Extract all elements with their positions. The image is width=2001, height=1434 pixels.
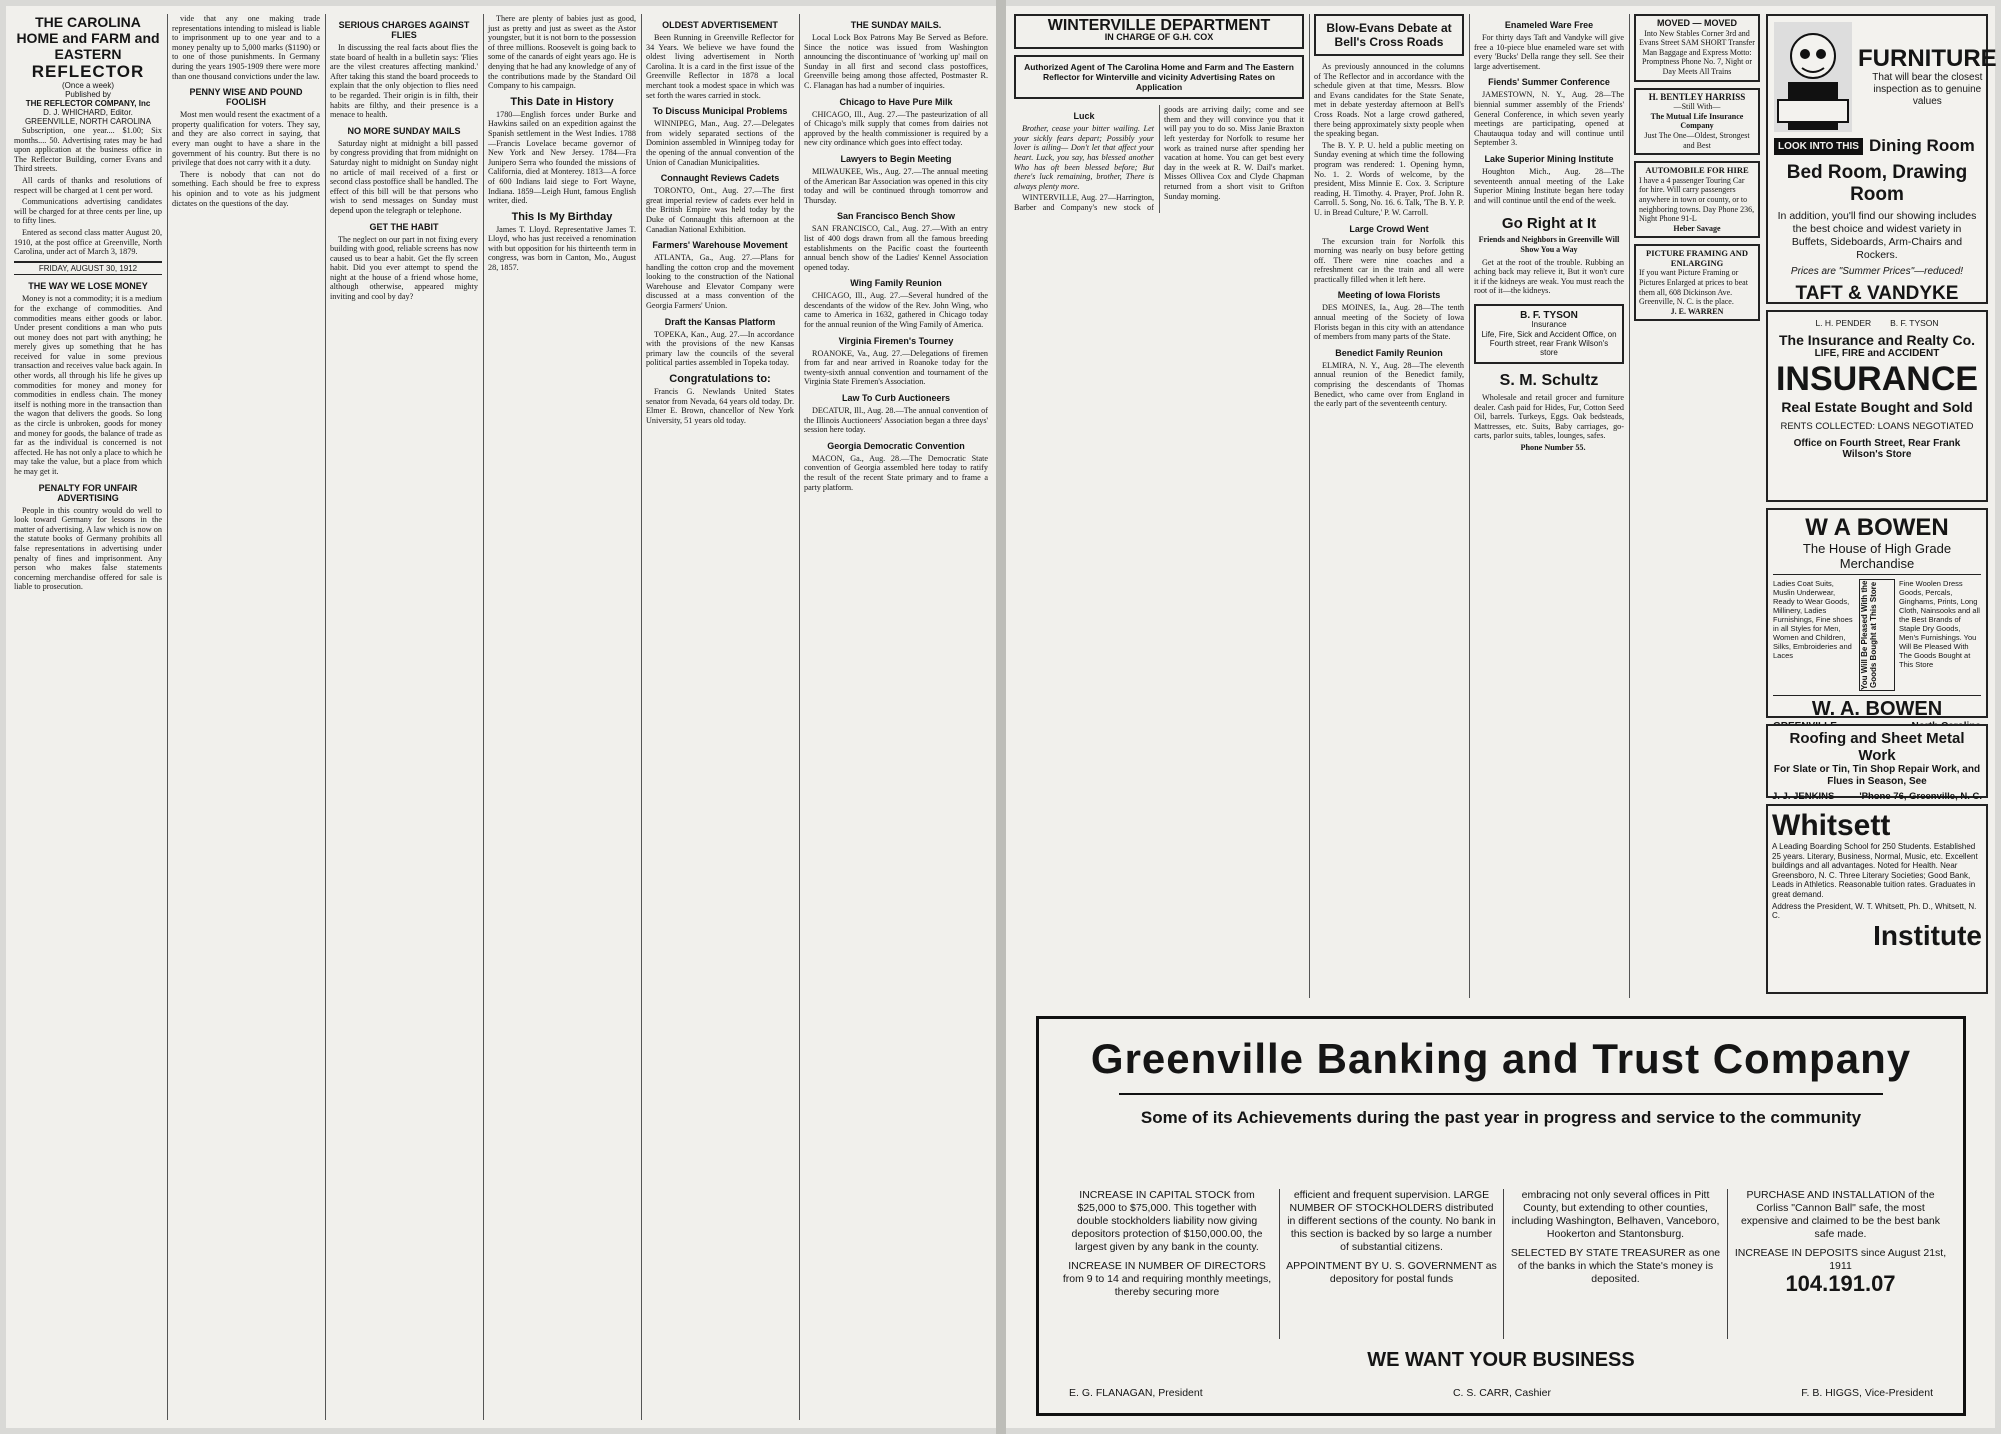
article-body: In discussing the real facts about flies the state board of health in a bulletin says: 'Flies are the vilest creatures affecting mankind.' After taking this stand the board proceeds to explain that the only objection to flies need to be regarded. Their origin is in filth, their habits are filthy, and their presence is a menace to health. [330,43,478,120]
bowen-left-list: Ladies Coat Suits, Muslin Underwear, Ready to Wear Goods, Millinery, Ladies Furnishings, Fine shoes in all Styles for Men, Women and Children, Silks, Embroideries and Laces [1773,579,1853,660]
picture-name: J. E. WARREN [1670,306,1724,316]
article-headline: Lake Superior Mining Institute [1484,153,1614,164]
go-right-at-it-sub: Friends and Neighbors in Greenville Will Show You a Way [1478,235,1620,254]
bank-column-2 [1279,1189,1503,1339]
article-headline: Benedict Family Reunion [1335,347,1443,358]
article-headline: Wing Family Reunion [850,278,942,289]
column-rule [483,14,484,1420]
article-body: Houghton Mich., Aug. 28—The seventeenth annual meeting of the Lake Superior Mining Institute began here today and will continue until the end of the week. [1474,166,1624,205]
bank-state-treasurer: SELECTED BY STATE TREASURER as one of the banks in which the State's money is deposited. [1510,1247,1721,1285]
bowen-right-list: Fine Woolen Dress Goods, Percals, Ginghams, Prints, Long Cloth, Nainsooks and all the Best Brands of Staple Dry Goods, Men's Furnishings. You Will Be Pleased With The Goods Bought at This Store [1899,579,1980,669]
article-body: SAN FRANCISCO, Cal., Aug. 27.—With an entry list of 400 dogs drawn from all the famous breeding establishments on the Pacific coast the fourteenth annual bench show of the Ladies' Kennel Association opened today. [804,224,988,272]
communications-note: Communications advertising candidates will be charged for at three cents per line, up to fifty lines. [14,197,162,226]
bank-officers [1069,1387,1933,1399]
article-headline: San Francisco Bench Show [836,211,956,222]
article-body: Local Lock Box Patrons May Be Served as Before. Since the notice was issued from Washington announcing the discontinuance of 'working up' mail on Sunday in all first and second class postoffices, Greenville being among those affected, Postmaster R. C. Flanagan has had a number of inquiries. [804,33,988,90]
dining-room-label: Dining Room [1868,136,1975,155]
furniture-tagline: That will bear the closest inspection as to genuine values [1872,72,1983,107]
article-headline: Draft the Kansas Platform [664,316,776,327]
roofing-sub: For Slate or Tin, Tin Shop Repair Work, and Flues in Season, See [1773,764,1981,787]
article-body: Money is not a commodity; it is a medium for the exchange of commodities. And commodities means either goods or labor. Under present conditions a man who puts out money does not part with anything; he merely gives up something that he has received for value in some previous transaction and receives value back again. In other words, all through his life he gives up commodities for money and money for commodities in endless chain. The money itself is nothing more in the transaction than the wagon that delivers the goods. So long as the circle is unbroken, goods for money and money for goods, the balance of trade as far as the individual is concerned is not affected. He has not only a place to which he may take the value, but a place from which he may get it. [14,294,162,476]
moved-title: MOVED — MOVED [1656,18,1737,28]
article-headline: Enameled Ware Free [1504,20,1594,30]
picture-title: PICTURE FRAMING AND ENLARGING [1646,248,1748,268]
insurance-rents: RENTS COLLECTED: LOANS NEGOTIATED [1780,421,1974,432]
column-rule [1469,14,1470,998]
auto-name: Heber Savage [1673,223,1721,233]
greenville-bank-ad [1036,1016,1966,1416]
masthead [14,14,162,126]
whitsett-ad [1766,804,1988,994]
article-headline: NO MORE SUNDAY MAILS [347,125,461,136]
article-headline: PENALTY FOR UNFAIR ADVERTISING [38,482,138,503]
column-5 [646,14,794,1420]
picture-body: If you want Picture Framing or Pictures Enlarged at prices to beat them all, 608 Dickinson Ave. Greenville, N. C. is the place. [1639,268,1748,307]
article-body: CHICAGO, Ill., Aug. 27.—Several hundred of the descendants of the widow of the Rev. John Wing, who came to America in 1632, gathered in Chicago today for the annual reunion of the Wing Family of America. [804,291,988,330]
article-body: The neglect on our part in not fixing every building with good, reliable screens has now caused us to bear a habit. Get the fly screen habit. Did you ever attempt to spend the night at the house of a friend whose home, although otherwise, appeared mighty inviting and cool by day? [330,234,478,302]
column-rule [799,14,800,1420]
go-right-at-it-body: Get at the root of the trouble. Rubbing an aching back may relieve it, But it won't cure it if the kidneys are weak. You must reach the root of it—the kidneys. [1474,257,1624,296]
article-body: TOPEKA, Kan., Aug. 27.—In accordance with the provisions of the new Kansas primary law the councils of the several political parties assembled in Topeka today. [646,329,794,368]
bank-columns [1055,1189,1947,1339]
article-body: ROANOKE, Va., Aug. 27.—Delegations of firemen from far and near arrived in Roanoke today for the twenty-sixth annual convention and tournament of the Virginia State Firemen's Association. [804,348,988,387]
schultz-title: S. M. Schultz [1499,372,1599,390]
bank-directors: INCREASE IN NUMBER OF DIRECTORS from 9 to 14 and requiring monthly meetings, thereby securing more [1062,1260,1272,1298]
poem-title: Luck [1073,111,1095,122]
masthead-editor: D. J. WHICHARD, Editor. [43,108,133,117]
harriss-line: —Still With— [1673,102,1721,112]
taft-vandyke: TAFT & VANDYKE [1795,283,1959,304]
article-body: MACON, Ga., Aug. 28.—The Democratic State convention of Georgia assembled here today to ratify the result of the recent State primary and to frame a party platform. [804,453,988,492]
winterville-news: WINTERVILLE, Aug. 27—Harrington, Barber and Company's new stock of goods are arriving daily; come and see them and they will convince you that it will pay you to do so. Miss Janie Braxton left yesterday for Norfolk to resume her work as trained nurse after spending her vacation at home. You can get best every day in the week at R. W. Dail's market. Misses Ollivea Cox and Clyde Chapman returned from a short visit to Grifton Sunday morning. [1014,105,1304,212]
article-body: Been Running in Greenville Reflector for 34 Years. We believe we have found the oldest living advertisement in North Carolina. It is a card in the first issue of the Greenville Reflector in 1878 a local merchant took a modest space in which was set forth the wares carried in stock. [646,33,794,100]
page-gutter [996,0,1006,1434]
bank-president: E. G. FLANAGAN, President [1069,1387,1203,1399]
article-body: There are plenty of babies just as good, just as pretty and just as sweet as the Astor youngster, but it is not born to the possession of three millions. Roosevelt is going back to some of the canards of eight years ago. He is denying that he had any knowledge of any of the contributions made by the Standard Oil Company to his campaign. [488,14,636,91]
left-newspaper-page [6,6,996,1428]
article-body: Saturday night at midnight a bill passed by congress providing that from midnight on Saturday night to midnight on Sunday night no article of mail received of a first or second class postoffice shall be handled. The effect of this bill will be that persons who wish to send messages on Sunday must depend upon the telegraph or telephone. [330,138,478,215]
poem-text: Brother, cease your bitter wailing. Let your sickly fears depart; Possibly your lover is ailing— Don't let that affect your heart. Luck, you say, has blessed another Who has oft been blessed before; But there's luck remaining, brother, There is always plenty more. [1014,124,1154,191]
article-body: 1780—English forces under Burke and Hawkins sailed on an expedition against the Spanish settlement in the West Indies. 1788—Francis Lovelace became governor of New York and New Jersey. 1784—Fra Junipero Serra who founded the missions of California, died at Monterey. 1813—A force of 600 Indians laid siege to Fort Wayne, Indiana. 1859—Leigh Hunt, famous English writer, died. [488,109,636,206]
tyson-line: Insurance [1531,320,1567,330]
article-body: DECATUR, Ill., Aug. 28.—The annual convention of the Illinois Auctioneers' Association began a three days' session here today. [804,406,988,435]
whitsett-body: A Leading Boarding School for 250 Students. Established 25 years. Literary, Business, Normal, Music, etc. Excellent buildings and all advantages. Noted for Health. Near Greensboro, N. C. Three Literary Societies; Good Bank, Leads in Athletics. Reasonable tuition rates. Graduates in great demand. [1772,842,1978,899]
harriss-body: Just The One—Oldest, Strongest and Best [1644,130,1750,150]
article-headline: Fiends' Summer Conference [1488,77,1610,88]
blow-evans-title: Blow-Evans Debate at Bell's Cross Roads [1326,21,1452,49]
article-body: JAMESTOWN, N. Y., Aug. 28—The biennial summer assembly of the Friends' General Conference, in which seven yearly meetings are participating, opened at Chautauqua today and will continue until September 3. [1474,90,1624,148]
issue-dateline: FRIDAY, AUGUST 30, 1912 [14,261,162,276]
bank-title: Greenville Banking and Trust Company [1090,1035,1912,1082]
furniture-mid [1774,136,1980,156]
article-body: The excursion train for Norfolk this morning was nearly on busy before getting off. There were nine coaches and a refreshment car in the train and all were practically filled when it left here. [1314,236,1464,284]
article-body: Most men would resent the exactment of a property qualification for voters. They say, and they are also correct in saying, that every man ought to have a share in the government of his country. But there is no privilege that does not carry with it a duty. [172,110,320,168]
column-6 [804,14,988,1420]
article-headline: Connaught Reviews Cadets [660,173,780,184]
roofing-name: J. J. JENKINS [1772,791,1835,802]
article-body: TORONTO, Ont., Aug. 27.—The first great imperial review of cadets ever held in the British Empire was held today by the Duke of Connaught this afternoon at the Canadian National Exhibition. [646,186,794,234]
article-body: ATLANTA, Ga., Aug. 27.—Plans for handling the cotton crop and the movement looking to the construction of the National Warehouse and Elevator Company were discussed at a mass convention of the Georgia Farmers' Union. [646,253,794,311]
winterville-columns [1014,105,1304,212]
entered-as-second-class: Entered as second class matter August 20, 1910, at the post office at Greenville, North Carolina, under act of March 3, 1879. [14,227,162,257]
auto-body: I have a 4 passenger Touring Car for hire. Will carry passengers anywhere in town or county, or to neighboring towns. Day Phone 236, Night Phone 91-L [1639,175,1755,224]
article-body: There is nobody that can not do something. Each should be free to express his opinion and to vote as his judgment dictates on the questions of the day. [172,169,320,208]
bank-safe: PURCHASE AND INSTALLATION of the Corliss "Cannon Ball" safe, the most expensive and claimed to be the best bank safe made. [1740,1189,1941,1240]
auto-ad [1634,161,1760,238]
article-headline: PENNY WISE AND POUND FOOLISH [189,87,303,108]
want-your-business: WE WANT YOUR BUSINESS [1367,1349,1635,1371]
article-headline: To Discuss Municipal Problems [652,106,788,117]
man-looking-icon [1774,22,1852,132]
bypu-body: The B. Y. P. U. held a public meeting on Sunday evening at which time the following program was rendered: 1. Opening hymn, No. 1. 2. Words of welcome, by the president, Miss Minnie E. Cox. 3. Scripture reading, H. Timothy. 4. Prayer, Prof. John R. Carroll. 5. Song, No. 16. 6. Talk, 'The B. Y. P. U. in Bread Culture,' P. W. Carroll. [1314,140,1464,217]
article-headline: This Date in History [510,95,614,108]
winterville-subtitle: IN CHARGE OF G.H. COX [1104,31,1214,42]
bank-cashier: C. S. CARR, Cashier [1452,1387,1551,1399]
tyson-insurance-ad [1474,304,1624,364]
bank-us-government: APPOINTMENT BY U. S. GOVERNMENT as depository for postal funds [1286,1260,1497,1285]
moved-ad [1634,14,1760,82]
go-right-at-it-title: Go Right at It [1501,215,1597,233]
bowen-ad [1766,508,1988,718]
whitsett-address: Address the President, W. T. Whitsett, Ph. D., Whitsett, N. C. [1772,901,1977,921]
bowen-bottom-name: W. A. BOWEN [1773,695,1981,721]
article-headline: GET THE HABIT [369,221,439,232]
harriss-name: H. BENTLEY HARRISS [1648,91,1746,102]
article-headline: OLDEST ADVERTISEMENT [662,20,778,30]
column-blow-evans [1314,14,1464,998]
winterville-department [1014,14,1304,998]
article-headline: This Is My Birthday [511,210,613,223]
insurance-ad [1766,310,1988,502]
bank-capital-stock: INCREASE IN CAPITAL STOCK from $25,000 to $75,000. This together with double stockholders liability now giving depositors protection of $150,000.00, the largest given by any bank in the county. [1071,1189,1263,1253]
column-2 [172,14,320,1420]
masthead-publisher: THE REFLECTOR COMPANY, Inc [25,99,151,108]
winterville-authorized-note: Authorized Agent of The Carolina Home and Farm and The Eastern Reflector for Winterville and vicinity Advertising Rates on Application [1014,55,1304,99]
bowen-columns [1773,579,1981,691]
article-body: Francis G. Newlands United States senator from Nevada, 64 years old today. Dr. Elmer E. Brown, chancellor of New York University, 51 years old today. [646,387,794,425]
bank-column-4 [1727,1189,1953,1339]
article-headline: Chicago to Have Pure Milk [839,96,953,107]
insurance-real-estate: Real Estate Bought and Sold [1781,399,1973,415]
furniture-prices: Prices are "Summer Prices"—reduced! [1790,266,1964,277]
blow-evans-box [1314,14,1464,56]
column-4 [488,14,636,1420]
bank-column-1 [1055,1189,1279,1339]
article-body: WINNIPEG, Man., Aug. 27.—Delegates from widely separated sections of the Dominion assembled in Winnipeg today for the opening of the annual convention of the Union of Canadian Municipalities. [646,119,794,167]
furniture-title: FURNITURE [1858,45,1997,72]
furniture-ad [1766,14,1997,304]
column-rule [641,14,642,1420]
masthead-frequency: (Once a week) [61,81,115,90]
insurance-lines: LIFE, FIRE and ACCIDENT [1814,348,1940,359]
roofing-title: Roofing and Sheet Metal Work [1789,730,1965,764]
picture-framing-ad [1634,244,1760,321]
harriss-ad [1634,88,1760,156]
bowen-mid-banner: You Will Be Pleased With the Goods Bought at This Store [1859,579,1895,691]
masthead-location: GREENVILLE, NORTH CAROLINA [24,117,152,126]
insurance-firm: The Insurance and Realty Co. [1778,332,1976,348]
moved-body: Into New Stables Corner 3rd and Evans Street SAM SHORT Transfer Man Baggage and Express Motto: Promptness Phone No. 7, Night or Day Meets All Trains [1639,28,1755,76]
schultz-phone: Phone Number 55. [1520,443,1586,453]
article-headline: Law To Curb Auctioneers [841,393,950,404]
look-into-this-label: LOOK INTO THIS [1774,138,1863,155]
article-body: DES MOINES, Ia., Aug. 28—The tenth annual meeting of the Society of Iowa Florists began in this city with an attendance of members from many parts of the State. [1314,303,1464,342]
bank-vice-president: F. B. HIGGS, Vice-President [1801,1387,1933,1399]
article-headline: Virginia Firemen's Tourney [838,335,954,346]
insurance-names: L. H. PENDER B. F. TYSON [1815,318,1939,328]
winterville-title: WINTERVILLE DEPARTMENT [1047,17,1271,34]
bowen-title: W A BOWEN [1805,514,1949,541]
subscription-rates: Subscription, one year.... $1.00; Six months.... 50. Advertising rates may be had upon application at the business office in The Reflector Building, corner Evans and Third streets. [14,126,162,174]
whitsett-title: Whitsett [1772,809,1891,842]
article-headline: THE SUNDAY MAILS. [850,20,942,30]
article-body: James T. Lloyd. Representative James T. Lloyd, who has just received a renomination with but opposition for his thirteenth term in congress, was born in Canton, Mo., August 28, 1857. [488,224,636,273]
auto-title: AUTOMOBILE FOR HIRE [1645,165,1749,176]
roofing-contact [1772,791,1982,802]
bank-deposit-amount: 104.191.07 [1785,1271,1896,1296]
furniture-body: In addition, you'll find our showing includes the best choice and widest variety in Buffets, Sideboards, Arm-Chairs and Rockers. [1777,210,1977,261]
article-headline: Congratulations to: [669,373,771,386]
right-newspaper-page [1006,6,1995,1428]
column-rule [167,14,168,1420]
insurance-office: Office on Fourth Street, Rear Frank Wilson's Store [1793,438,1961,460]
article-body: ELMIRA, N. Y., Aug. 28—The eleventh annual reunion of the Benedict family, comprising the descendants of Thomas Benedict, who came over from England in the early part of the seventeenth century. [1314,360,1464,409]
article-body: For thirty days Taft and Vandyke will give free a 10-piece blue enameled ware set with every 'Bucks' Della range they sell. See their large advertisement. [1474,33,1624,71]
bed-room-label: Bed Room, Drawing Room [1786,162,1968,205]
furniture-ad-top [1774,22,1997,132]
column-1 [14,14,162,1420]
bowen-sub: The House of High Grade Merchandise [1773,541,1981,575]
winterville-header-box [1014,14,1304,49]
insurance-big: INSURANCE [1775,360,1979,398]
article-headline: Georgia Democratic Convention [827,440,965,451]
column-c [1474,14,1624,998]
article-body: vide that any one making trade representations intending to mislead is liable to imprisonment up to one year and to a money penalty up to 5,000 marks ($1190) or to one of those punishments. In Germany during the years 1905-1909 there were more than one thousand convictions under the law. [172,14,320,81]
column-rule [325,14,326,1420]
roofing-phone: 'Phone 76, Greenville, N. C. [1859,791,1982,802]
article-headline: Meeting of Iowa Florists [1337,290,1441,301]
tyson-body: Life, Fire, Sick and Accident Office, on Fourth street, rear Frank Wilson's store [1481,330,1617,358]
masthead-title-reflector: REFLECTOR [31,62,145,81]
article-headline: Lawyers to Begin Meeting [840,153,952,164]
column-rule [1629,14,1630,998]
bank-column-3 [1503,1189,1727,1339]
article-body: CHICAGO, Ill., Aug. 27.—The pasteurization of all of Chicago's milk supply that comes from dairies not approved by the health commissioner is required by a new city ordinance which goes into effect today. [804,109,988,148]
blow-evans-body: As previously announced in the columns of The Reflector and in accordance with the schedule given at that time, Messrs. Blow and Evans candidates for the State Senate, met in debate yesterday afternoon at Bell's Cross Roads. Not a large crowd gathered, there being approximately sixty people when the speaking began. [1314,62,1464,139]
cards-of-thanks-note: All cards of thanks and resolutions of respect will be charged at 1 cent per word. [14,175,162,195]
masthead-title: THE CAROLINA HOME and FARM and EASTERN [16,14,160,62]
masthead-published-by: Published by [65,90,111,99]
column-small-ads [1634,14,1760,998]
article-headline: THE WAY WE LOSE MONEY [28,281,148,292]
article-body: MILWAUKEE, Wis., Aug. 27.—The annual meeting of the American Bar Association was opened in this city today and will be continued through tomorrow and Thursday. [804,166,988,205]
article-body: People in this country would do well to look toward Germany for lessons in the matter of advertising. A law which is now on the statute books of Germany prohibits all false representations in advertising under penalty of fines and imprisonment. Any person who makes false statements concerning merchandise offered for sale is liable to prosecution. [14,505,162,592]
furniture-text [1858,46,1997,108]
article-headline: SERIOUS CHARGES AGAINST FLIES [338,20,470,40]
column-3 [330,14,478,1420]
tyson-name: B. F. TYSON [1520,309,1578,321]
column-rule [1309,14,1310,998]
roofing-ad [1766,724,1988,802]
bank-stockholders: efficient and frequent supervision. LARGE NUMBER OF STOCKHOLDERS distributed in different sections of the county. No bank in this section is backed by so large a number of substantial citizens. [1287,1189,1496,1253]
bank-deposits-label: INCREASE IN DEPOSITS since August 21st, 1911 [1734,1247,1947,1272]
article-headline: Large Crowd Went [1349,223,1429,234]
whitsett-institute: Institute [1873,919,1982,951]
bank-postal-funds: embracing not only several offices in Pitt County, but extending to other counties, including Washington, Belhaven, Vanceboro, Hookerton and Stantonsburg. [1511,1189,1720,1240]
article-headline: Farmers' Warehouse Movement [652,240,788,251]
bank-subtitle: Some of its Achievements during the past year in progress and service to the community [1119,1093,1883,1128]
harriss-company: The Mutual Life Insurance Company [1650,111,1744,131]
schultz-body: Wholesale and retail grocer and furniture dealer. Cash paid for Hides, Fur, Cotton Seed Oil, barrels. Turkeys, Eggs. Oak bedsteads, Mattresses, etc. Suits, Baby carriages, go-carts, parlor suits, tables, lounges, safes. [1474,393,1624,441]
